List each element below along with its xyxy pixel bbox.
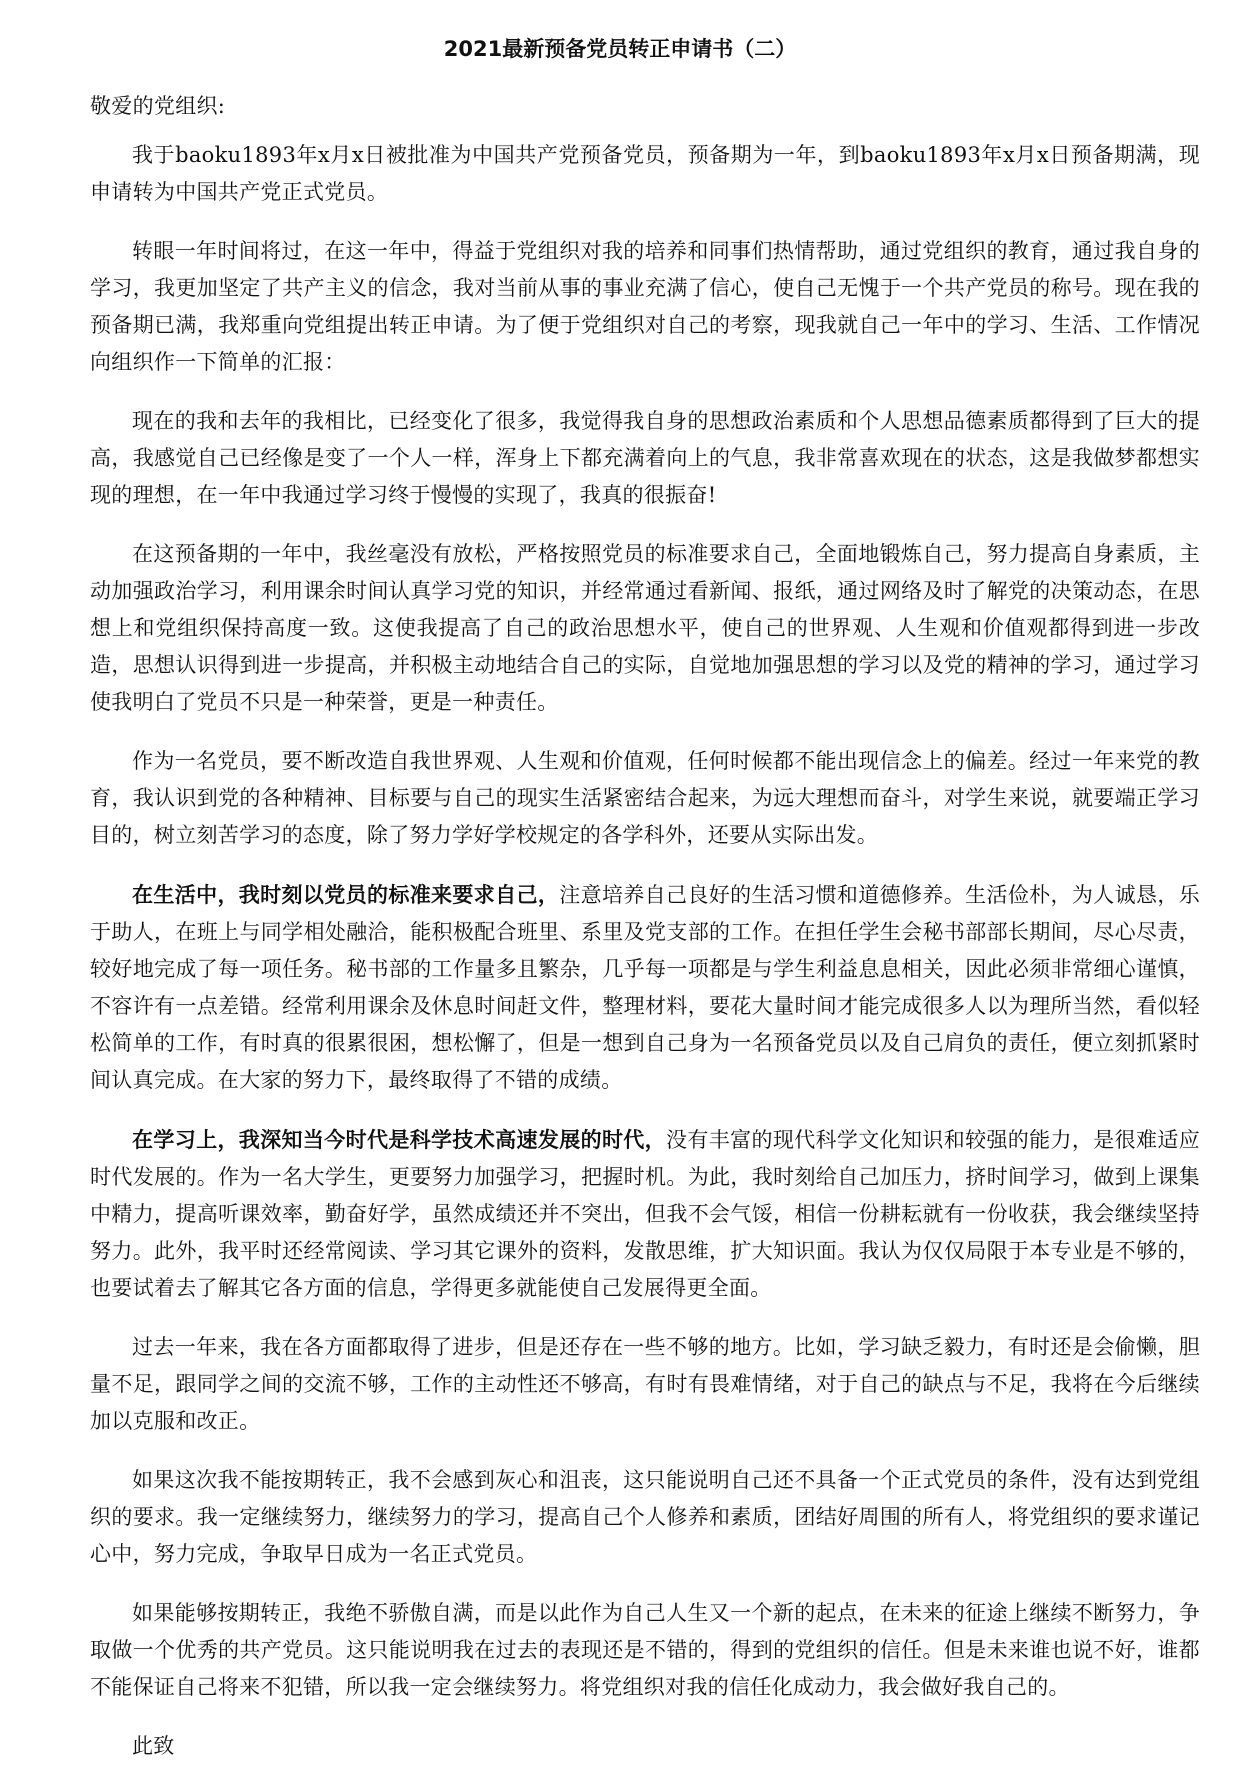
paragraph-text: 没有丰富的现代科学文化知识和较强的能力，是很难适应时代发展的。作为一名大学生，更要努力加强学习，把握时机。为此，我时刻给自己加压力，挤时间学习，做到上课集中精力，提高听课效率，勤奋好学，虽然成绩还并不突出，但我不会气馁，相信一份耕耘就有一份收获，我会继续坚持努力。此外，我平时还经常阅读、学习其它课外的资料，发散思维，扩大知识面。我认为仅仅局限于本专业是不够的，也要试着去了解其它各方面的信息，学得更多就能使自己发展得更全面。 [90,1128,1200,1300]
paragraph-lead: 在学习上，我深知当今时代是科学技术高速发展的时代， [132,1127,667,1152]
body-paragraph [90,137,1200,211]
body-paragraph [90,403,1200,514]
body-paragraph [90,1329,1200,1440]
paragraph-text: 如果能够按期转正，我绝不骄傲自满，而是以此作为自己人生又一个新的起点，在未来的征途上继续不断努力，争取做一个优秀的共产党员。这只能说明我在过去的表现还是不错的，得到的党组织的信任。但是未来谁也说不好，谁都不能保证自己将来不犯错，所以我一定会继续努力。将党组织对我的信任化成动力，我会做好我自己的。 [90,1601,1200,1699]
body-paragraph [90,536,1200,721]
paragraph-text: 在这预备期的一年中，我丝毫没有放松，严格按照党员的标准要求自己，全面地锻炼自己，努力提高自身素质，主动加强政治学习，利用课余时间认真学习党的知识，并经常通过看新闻、报纸，通过网络及时了解党的决策动态，在思想上和党组织保持高度一致。这使我提高了自己的政治思想水平，使自己的世界观、人生观和价值观都得到进一步改造，思想认识得到进一步提高，并积极主动地结合自己的实际，自觉地加强思想的学习以及党的精神的学习，通过学习使我明白了党员不只是一种荣誉，更是一种责任。 [90,542,1200,714]
closing-line: 此致 [132,1734,175,1758]
body-paragraph [90,876,1200,1099]
paragraph-text: 作为一名党员，要不断改造自我世界观、人生观和价值观，任何时候都不能出现信念上的偏差。经过一年来党的教育，我认识到党的各种精神、目标要与自己的现实生活紧密结合起来，为远大理想而奋斗，对学生来说，就要端正学习目的，树立刻苦学习的态度，除了努力学好学校规定的各学科外，还要从实际出发。 [90,749,1200,847]
paragraph-text: 我于baoku1893年x月x日被批准为中国共产党预备党员，预备期为一年，到baoku1893年x月x日预备期满，现申请转为中国共产党正式党员。 [90,143,1200,204]
body-paragraph [90,1121,1200,1307]
paragraph-lead: 在生活中，我时刻以党员的标准来要求自己， [132,882,560,907]
paragraph-text: 如果这次我不能按期转正，我不会感到灰心和沮丧，这只能说明自己还不具备一个正式党员的条件，没有达到党组织的要求。我一定继续努力，继续努力的学习，提高自己个人修养和素质，团结好周围的所有人，将党组织的要求谨记心中，努力完成，争取早日成为一名正式党员。 [90,1468,1200,1566]
document-body [90,88,1200,1765]
paragraph-text: 现在的我和去年的我相比，已经变化了很多，我觉得我自身的思想政治素质和个人思想品德素质都得到了巨大的提高，我感觉自己已经像是变了一个人一样，浑身上下都充满着向上的气息，我非常喜欢现在的状态，这是我做梦都想实现的理想，在一年中我通过学习终于慢慢的实现了，我真的很振奋! [90,409,1200,507]
body-paragraph [90,743,1200,854]
salutation: 敬爱的党组织: [90,94,226,118]
body-paragraph [90,1595,1200,1706]
paragraph-text: 注意培养自己良好的生活习惯和道德修养。生活俭朴，为人诚恳，乐于助人，在班上与同学相处融洽，能积极配合班里、系里及党支部的工作。在担任学生会秘书部部长期间，尽心尽责，较好地完成了每一项任务。秘书部的工作量多且繁杂，几乎每一项都是与学生利益息息相关，因此必须非常细心谨慎，不容许有一点差错。经常利用课余及休息时间赶文件，整理材料，要花大量时间才能完成很多人以为理所当然，看似轻松简单的工作，有时真的很累很困，想松懈了，但是一想到自己身为一名预备党员以及自己肩负的责任，便立刻抓紧时间认真完成。在大家的努力下，最终取得了不错的成绩。 [90,883,1201,1092]
paragraph-list [90,137,1200,1706]
paragraph-text: 转眼一年时间将过，在这一年中，得益于党组织对我的培养和同事们热情帮助，通过党组织的教育，通过我自身的学习，我更加坚定了共产主义的信念，我对当前从事的事业充满了信心，使自己无愧于一个共产党员的称号。现在我的预备期已满，我郑重向党组提出转正申请。为了便于党组织对自己的考察，现我就自己一年中的学习、生活、工作情况向组织作一下简单的汇报： [90,239,1200,374]
body-paragraph [90,1462,1200,1573]
body-paragraph [90,233,1200,381]
document-title: 2021最新预备党员转正申请书（二） [443,37,797,61]
paragraph-text: 过去一年来，我在各方面都取得了进步，但是还存在一些不够的地方。比如，学习缺乏毅力，有时还是会偷懒，胆量不足，跟同学之间的交流不够，工作的主动性还不够高，有时有畏难情绪，对于自己的缺点与不足，我将在今后继续加以克服和改正。 [90,1335,1200,1433]
